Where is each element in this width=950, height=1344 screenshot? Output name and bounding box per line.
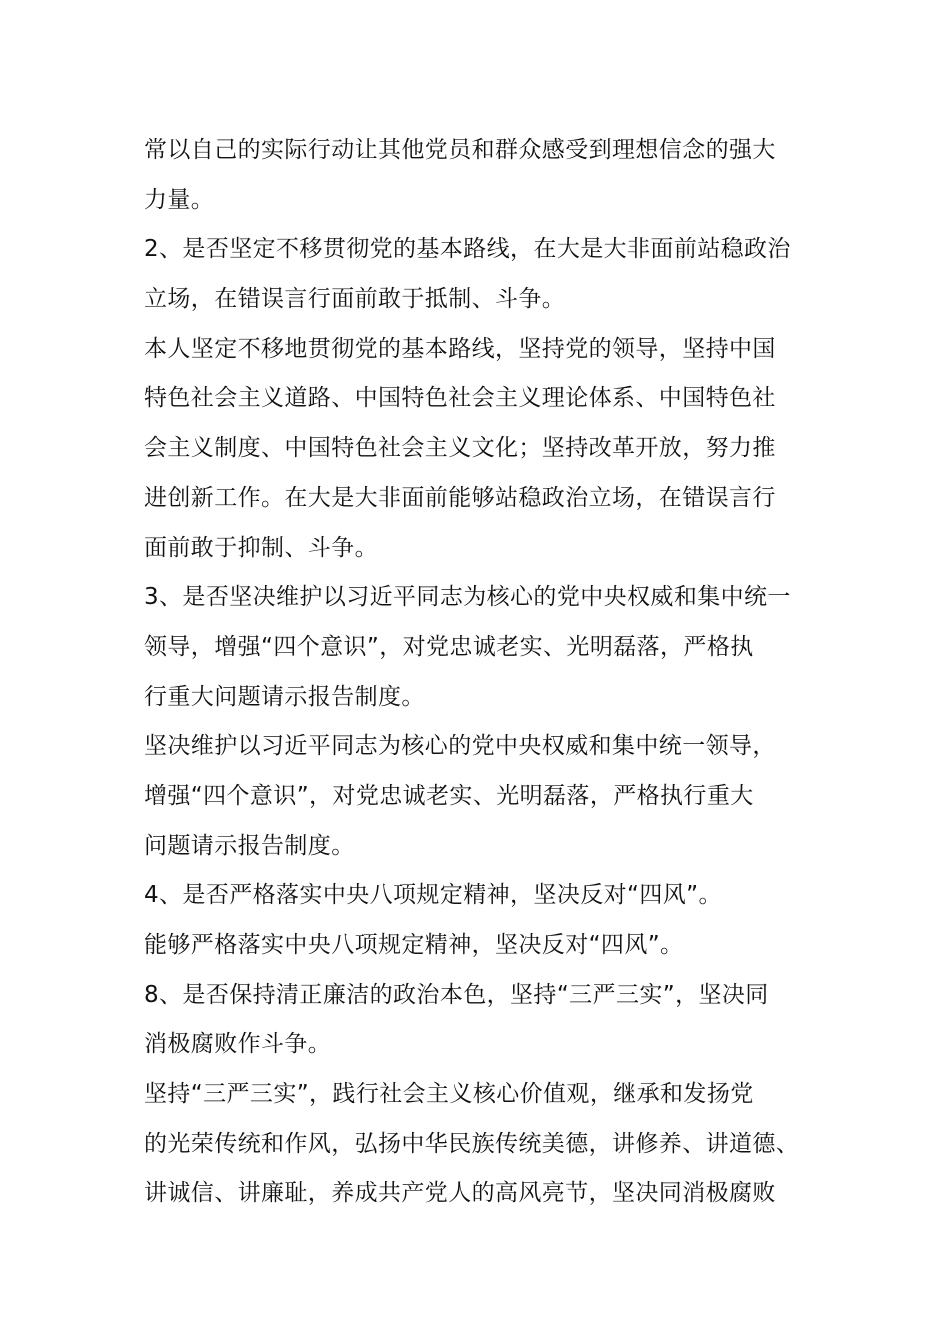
text-line: 8、是否保持清正廉洁的政治本色，坚持“三严三实”，坚决同	[144, 981, 769, 1008]
text-line: 2、是否坚定不移贯彻党的基本路线，在大是大非面前站稳政治	[144, 236, 791, 263]
text-line: 4、是否严格落实中央八项规定精神，坚决反对“四风”。	[144, 882, 722, 909]
text-line: 3、是否坚决维护以习近平同志为核心的党中央权威和集中统一	[144, 584, 791, 611]
text-line: 立场，在错误言行面前敢于抵制、斗争。	[144, 286, 566, 313]
text-line: 增强“四个意识”，对党忠诚老实、光明磊落，严格执行重大	[144, 782, 754, 809]
text-line: 特色社会主义道路、中国特色社会主义理论体系、中国特色社	[144, 385, 776, 412]
text-line: 问题请示报告制度。	[144, 832, 355, 859]
text-line: 行重大问题请示报告制度。	[144, 683, 425, 710]
text-line: 进创新工作。在大是大非面前能够站稳政治立场，在错误言行	[144, 484, 776, 511]
text-line: 的光荣传统和作风，弘扬中华民族传统美德，讲修养、讲道德、	[144, 1130, 800, 1157]
text-line: 力量。	[144, 186, 215, 213]
text-line: 本人坚定不移地贯彻党的基本路线，坚持党的领导，坚持中国	[144, 335, 776, 362]
text-line: 面前敢于抑制、斗争。	[144, 534, 378, 561]
text-line: 坚决维护以习近平同志为核心的党中央权威和集中统一领导，	[144, 733, 776, 760]
document-body	[144, 126, 844, 1219]
text-line: 会主义制度、中国特色社会主义文化；坚持改革开放，努力推	[144, 435, 776, 462]
text-line: 坚持“三严三实”，践行社会主义核心价值观，继承和发扬党	[144, 1081, 754, 1108]
text-line: 讲诚信、讲廉耻，养成共产党人的高风亮节，坚决同消极腐败	[144, 1180, 776, 1207]
text-line: 领导，增强“四个意识”，对党忠诚老实、光明磊落，严格执	[144, 633, 754, 660]
text-line: 消极腐败作斗争。	[144, 1031, 332, 1058]
text-line: 能够严格落实中央八项规定精神，坚决反对“四风”。	[144, 932, 684, 958]
text-line: 常以自己的实际行动让其他党员和群众感受到理想信念的强大	[144, 137, 776, 163]
